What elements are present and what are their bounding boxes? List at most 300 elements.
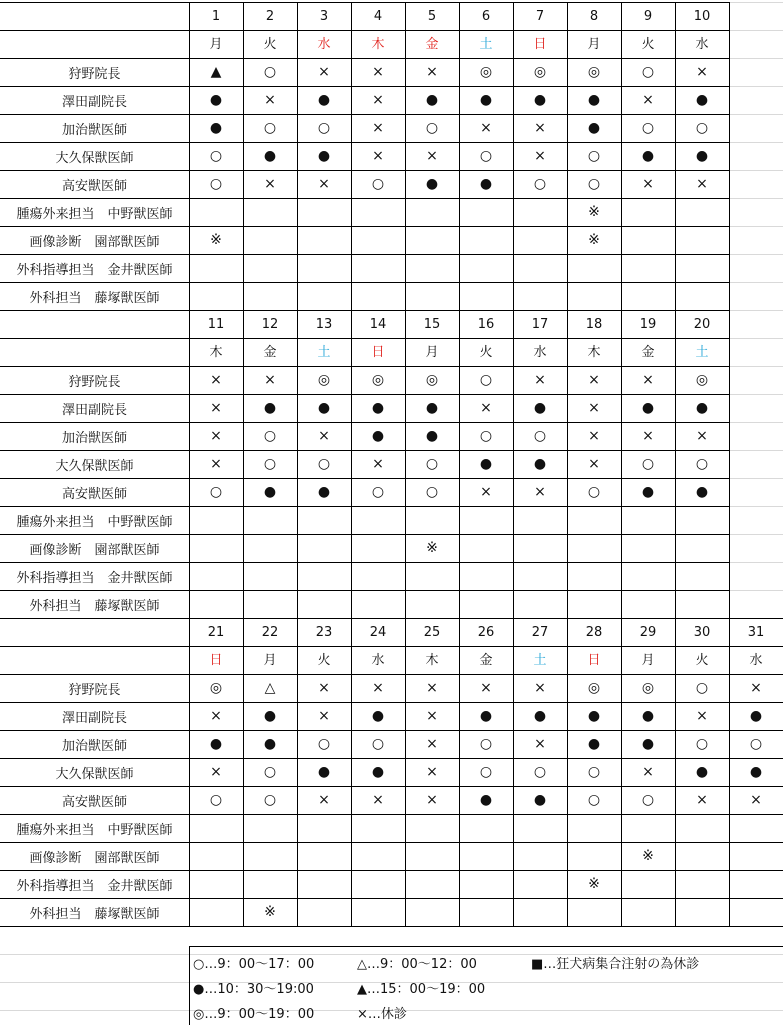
schedule-cell: ●	[641, 708, 655, 724]
schedule-cell: ○	[641, 456, 655, 472]
schedule-cell	[297, 282, 351, 310]
schedule-cell	[405, 282, 459, 310]
schedule-cell: ▲	[210, 64, 222, 80]
schedule-cell	[297, 898, 351, 926]
schedule-cell: ●	[479, 92, 493, 108]
schedule-cell: ×	[210, 456, 222, 472]
schedule-cell: ●	[695, 92, 709, 108]
staff-label: 画像診断 園部獣医師	[29, 234, 160, 250]
date-cell: 20	[693, 316, 711, 332]
schedule-cell: ◎	[209, 680, 223, 696]
weekday-cell: 土	[317, 344, 331, 360]
grid-line	[0, 926, 783, 927]
schedule-cell: ×	[588, 372, 600, 388]
schedule-cell: ○	[587, 484, 601, 500]
schedule-cell: ×	[372, 120, 384, 136]
date-cell: 3	[319, 8, 329, 24]
grid-line	[729, 310, 730, 619]
staff-label: 外科担当 藤塚獣医師	[29, 906, 160, 922]
schedule-cell: ×	[426, 708, 438, 724]
schedule-cell	[621, 590, 675, 618]
schedule-cell	[621, 506, 675, 534]
schedule-cell: ●	[371, 400, 385, 416]
weekday-cell: 金	[641, 344, 655, 360]
weekday-cell: 火	[641, 36, 655, 52]
schedule-cell: ×	[696, 176, 708, 192]
schedule-cell: ×	[696, 792, 708, 808]
weekday-cell: 木	[209, 344, 223, 360]
schedule-cell: ○	[371, 176, 385, 192]
staff-label: 大久保獣医師	[55, 458, 134, 474]
schedule-cell: ○	[587, 792, 601, 808]
grid-line	[189, 946, 190, 1025]
date-cell: 1	[211, 8, 221, 24]
schedule-cell: ※	[588, 876, 600, 892]
staff-label: 外科指導担当 金井獣医師	[16, 878, 173, 894]
weekday-cell: 木	[371, 36, 385, 52]
schedule-cell	[243, 226, 297, 254]
schedule-cell: ●	[587, 736, 601, 752]
weekday-cell: 月	[587, 36, 601, 52]
schedule-cell	[405, 198, 459, 226]
schedule-cell: ○	[209, 484, 223, 500]
schedule-cell	[675, 842, 729, 870]
grid-line	[729, 2, 730, 311]
schedule-cell	[297, 562, 351, 590]
schedule-cell	[351, 562, 405, 590]
schedule-cell: ×	[318, 792, 330, 808]
schedule-cell: ×	[642, 764, 654, 780]
schedule-cell	[513, 842, 567, 870]
schedule-cell: ×	[588, 456, 600, 472]
schedule-cell	[621, 814, 675, 842]
schedule-cell	[513, 198, 567, 226]
schedule-cell: ×	[534, 148, 546, 164]
schedule-cell: ○	[263, 64, 277, 80]
schedule-cell: ●	[641, 736, 655, 752]
schedule-cell	[351, 814, 405, 842]
weekday-cell: 日	[209, 652, 223, 668]
schedule-cell: ×	[534, 736, 546, 752]
schedule-cell	[675, 562, 729, 590]
schedule-cell	[621, 898, 675, 926]
schedule-cell	[513, 814, 567, 842]
schedule-cell	[189, 842, 243, 870]
date-cell: 7	[535, 8, 545, 24]
legend-open-1030-19: ●…10：30～19:00	[193, 981, 314, 997]
date-cell: 5	[427, 8, 437, 24]
schedule-cell: ×	[426, 64, 438, 80]
schedule-cell	[297, 254, 351, 282]
schedule-cell: ○	[479, 764, 493, 780]
schedule-cell: ○	[587, 176, 601, 192]
schedule-cell	[675, 282, 729, 310]
schedule-cell	[351, 282, 405, 310]
schedule-cell	[405, 590, 459, 618]
staff-label: 高安獣医師	[61, 178, 127, 194]
schedule-cell	[675, 198, 729, 226]
schedule-cell	[405, 842, 459, 870]
date-cell: 27	[531, 624, 549, 640]
weekday-cell: 火	[317, 652, 331, 668]
date-cell: 30	[693, 624, 711, 640]
date-cell: 23	[315, 624, 333, 640]
staff-label: 外科担当 藤塚獣医師	[29, 598, 160, 614]
schedule-cell	[621, 534, 675, 562]
weekday-cell: 水	[533, 344, 547, 360]
date-cell: 8	[589, 8, 599, 24]
schedule-cell: ●	[479, 456, 493, 472]
weekday-cell: 月	[641, 652, 655, 668]
schedule-cell	[513, 870, 567, 898]
schedule-cell	[189, 282, 243, 310]
schedule-cell: ×	[534, 484, 546, 500]
schedule-cell	[513, 898, 567, 926]
grid-line	[189, 946, 783, 947]
staff-label: 澤田副院長	[61, 94, 127, 110]
schedule-cell: ×	[480, 484, 492, 500]
schedule-cell: ●	[425, 92, 439, 108]
schedule-cell: ●	[587, 92, 601, 108]
schedule-cell: ×	[534, 372, 546, 388]
staff-label: 加治獣医師	[61, 430, 127, 446]
staff-label: 外科指導担当 金井獣医師	[16, 570, 173, 586]
schedule-cell	[567, 898, 621, 926]
schedule-cell: ×	[318, 428, 330, 444]
schedule-cell: ○	[641, 64, 655, 80]
schedule-cell: ○	[587, 764, 601, 780]
schedule-cell: ※	[642, 848, 654, 864]
schedule-cell	[729, 842, 783, 870]
schedule-cell	[243, 870, 297, 898]
date-cell: 12	[261, 316, 279, 332]
schedule-cell: ×	[372, 792, 384, 808]
schedule-cell: ×	[426, 792, 438, 808]
schedule-cell: ●	[209, 120, 223, 136]
schedule-cell	[621, 562, 675, 590]
schedule-cell	[459, 590, 513, 618]
schedule-cell: ※	[264, 904, 276, 920]
schedule-cell: ※	[210, 232, 222, 248]
schedule-cell: ○	[209, 176, 223, 192]
schedule-cell	[513, 282, 567, 310]
schedule-cell: ○	[695, 120, 709, 136]
weekday-cell: 土	[533, 652, 547, 668]
schedule-cell	[405, 254, 459, 282]
weekday-cell: 火	[263, 36, 277, 52]
schedule-cell: ×	[372, 680, 384, 696]
date-cell: 9	[643, 8, 653, 24]
schedule-cell: ○	[317, 120, 331, 136]
schedule-cell	[513, 254, 567, 282]
schedule-cell: ×	[426, 736, 438, 752]
date-cell: 17	[531, 316, 549, 332]
schedule-cell	[459, 534, 513, 562]
schedule-cell	[405, 562, 459, 590]
schedule-cell: ※	[588, 232, 600, 248]
schedule-cell	[513, 226, 567, 254]
weekday-cell: 水	[371, 652, 385, 668]
schedule-cell	[351, 534, 405, 562]
legend-closed: ×…休診	[357, 1006, 407, 1022]
schedule-cell	[459, 282, 513, 310]
schedule-cell: ×	[426, 148, 438, 164]
schedule-cell	[567, 814, 621, 842]
schedule-cell: ◎	[641, 680, 655, 696]
schedule-cell	[351, 198, 405, 226]
weekday-cell: 月	[425, 344, 439, 360]
schedule-cell	[459, 562, 513, 590]
schedule-cell: ●	[209, 92, 223, 108]
schedule-cell: ●	[641, 484, 655, 500]
schedule-cell: ●	[371, 708, 385, 724]
schedule-cell: ×	[372, 92, 384, 108]
schedule-cell: ●	[533, 456, 547, 472]
schedule-cell: ×	[318, 708, 330, 724]
schedule-cell	[459, 198, 513, 226]
schedule-cell	[675, 254, 729, 282]
schedule-cell: ●	[749, 708, 763, 724]
schedule-cell: ○	[587, 148, 601, 164]
schedule-cell: ×	[642, 372, 654, 388]
schedule-cell: ×	[750, 792, 762, 808]
schedule-cell: ●	[425, 400, 439, 416]
schedule-cell	[621, 282, 675, 310]
schedule-cell	[459, 814, 513, 842]
schedule-cell	[297, 226, 351, 254]
weekday-cell: 火	[479, 344, 493, 360]
staff-label: 加治獣医師	[61, 738, 127, 754]
date-cell: 18	[585, 316, 603, 332]
schedule-cell: ◎	[695, 372, 709, 388]
schedule-cell	[297, 590, 351, 618]
weekday-cell: 水	[695, 36, 709, 52]
staff-label: 高安獣医師	[61, 794, 127, 810]
schedule-cell: ×	[642, 92, 654, 108]
schedule-cell: ×	[318, 176, 330, 192]
schedule-cell: ○	[479, 736, 493, 752]
schedule-cell: ●	[479, 708, 493, 724]
schedule-cell	[567, 254, 621, 282]
date-cell: 4	[373, 8, 383, 24]
legend-open-919: ◎…9：00～19：00	[193, 1006, 315, 1022]
schedule-cell: ○	[209, 148, 223, 164]
legend-open-912: △…9：00～12：00	[357, 956, 477, 972]
date-cell: 24	[369, 624, 387, 640]
schedule-cell: ●	[317, 484, 331, 500]
schedule-cell: ×	[318, 680, 330, 696]
schedule-cell	[351, 226, 405, 254]
schedule-cell	[567, 562, 621, 590]
schedule-cell	[459, 842, 513, 870]
schedule-cell	[189, 814, 243, 842]
schedule-cell: ×	[588, 428, 600, 444]
schedule-cell	[243, 562, 297, 590]
staff-label: 画像診断 園部獣医師	[29, 542, 160, 558]
schedule-cell	[675, 898, 729, 926]
date-cell: 19	[639, 316, 657, 332]
schedule-cell: ●	[533, 92, 547, 108]
schedule-cell: ○	[533, 428, 547, 444]
date-cell: 22	[261, 624, 279, 640]
date-cell: 26	[477, 624, 495, 640]
schedule-cell	[513, 562, 567, 590]
weekday-cell: 日	[371, 344, 385, 360]
weekday-cell: 日	[587, 652, 601, 668]
schedule-cell: ●	[479, 176, 493, 192]
schedule-cell	[459, 898, 513, 926]
date-cell: 6	[481, 8, 491, 24]
schedule-cell: ○	[641, 792, 655, 808]
schedule-cell: ●	[695, 400, 709, 416]
schedule-cell: ×	[264, 176, 276, 192]
schedule-cell	[567, 534, 621, 562]
schedule-cell: ●	[425, 176, 439, 192]
schedule-cell	[729, 870, 783, 898]
schedule-cell: ○	[695, 456, 709, 472]
schedule-cell	[189, 254, 243, 282]
staff-label: 外科担当 藤塚獣医師	[29, 290, 160, 306]
schedule-cell: ●	[263, 148, 277, 164]
weekday-cell: 月	[263, 652, 277, 668]
schedule-cell: ○	[479, 372, 493, 388]
schedule-cell: ●	[317, 764, 331, 780]
schedule-cell	[189, 506, 243, 534]
schedule-cell	[405, 506, 459, 534]
schedule-cell	[567, 842, 621, 870]
schedule-cell: ○	[533, 176, 547, 192]
schedule-cell: ●	[641, 400, 655, 416]
schedule-cell: ×	[642, 176, 654, 192]
schedule-cell: ○	[263, 428, 277, 444]
schedule-cell: ×	[534, 680, 546, 696]
schedule-cell	[351, 842, 405, 870]
weekday-cell: 水	[317, 36, 331, 52]
schedule-cell: ○	[425, 456, 439, 472]
schedule-cell: ○	[371, 484, 385, 500]
schedule-cell	[297, 870, 351, 898]
schedule-cell: ●	[695, 148, 709, 164]
schedule-cell: ○	[317, 736, 331, 752]
schedule-cell: ×	[426, 680, 438, 696]
schedule-cell: ×	[588, 400, 600, 416]
weekday-cell: 土	[479, 36, 493, 52]
date-cell: 2	[265, 8, 275, 24]
schedule-cell: ●	[641, 148, 655, 164]
schedule-cell	[675, 534, 729, 562]
schedule-cell	[405, 870, 459, 898]
schedule-cell: ※	[588, 204, 600, 220]
schedule-cell	[675, 226, 729, 254]
date-cell: 25	[423, 624, 441, 640]
schedule-cell	[189, 562, 243, 590]
schedule-cell	[675, 814, 729, 842]
schedule-cell	[351, 254, 405, 282]
schedule-cell	[243, 198, 297, 226]
schedule-cell	[297, 198, 351, 226]
staff-label: 澤田副院長	[61, 402, 127, 418]
schedule-cell	[729, 898, 783, 926]
schedule-cell	[189, 898, 243, 926]
schedule-cell	[621, 870, 675, 898]
weekday-cell: 日	[533, 36, 547, 52]
date-cell: 21	[207, 624, 225, 640]
schedule-cell	[297, 534, 351, 562]
schedule-cell: ◎	[533, 64, 547, 80]
date-cell: 13	[315, 316, 333, 332]
schedule-cell: ×	[480, 680, 492, 696]
schedule-cell	[297, 842, 351, 870]
schedule-cell: ○	[695, 736, 709, 752]
schedule-cell	[513, 590, 567, 618]
schedule-cell	[189, 534, 243, 562]
schedule-cell: ○	[479, 148, 493, 164]
schedule-cell: ●	[533, 708, 547, 724]
schedule-cell: ○	[317, 456, 331, 472]
schedule-cell: ×	[318, 64, 330, 80]
schedule-cell: ×	[210, 372, 222, 388]
schedule-cell	[351, 870, 405, 898]
schedule-cell: ●	[695, 484, 709, 500]
schedule-cell: ◎	[317, 372, 331, 388]
staff-label: 腫瘍外来担当 中野獣医師	[16, 514, 173, 530]
schedule-cell: ×	[750, 680, 762, 696]
schedule-cell: ×	[264, 92, 276, 108]
schedule-cell	[621, 198, 675, 226]
schedule-cell: ○	[263, 792, 277, 808]
weekday-cell: 木	[425, 652, 439, 668]
legend-open-15-19: ▲…15：00～19：00	[357, 981, 486, 997]
schedule-cell: ●	[209, 736, 223, 752]
schedule-cell: ○	[209, 792, 223, 808]
schedule-cell	[729, 814, 783, 842]
date-cell: 28	[585, 624, 603, 640]
staff-label: 腫瘍外来担当 中野獣医師	[16, 206, 173, 222]
staff-label: 大久保獣医師	[55, 150, 134, 166]
weekday-cell: 木	[587, 344, 601, 360]
schedule-cell: ●	[263, 708, 277, 724]
schedule-cell: ○	[263, 456, 277, 472]
schedule-cell: ●	[533, 400, 547, 416]
schedule-cell	[297, 814, 351, 842]
staff-label: 外科指導担当 金井獣医師	[16, 262, 173, 278]
staff-label: 狩野院長	[68, 66, 121, 82]
schedule-cell: ※	[426, 540, 438, 556]
schedule-cell	[675, 506, 729, 534]
staff-label: 画像診断 園部獣医師	[29, 850, 160, 866]
weekday-cell: 土	[695, 344, 709, 360]
schedule-cell	[351, 506, 405, 534]
schedule-cell: ○	[371, 736, 385, 752]
schedule-cell	[243, 506, 297, 534]
schedule-cell	[243, 842, 297, 870]
date-cell: 11	[207, 316, 225, 332]
schedule-cell	[405, 814, 459, 842]
schedule-cell: ○	[425, 484, 439, 500]
schedule-cell	[513, 534, 567, 562]
schedule-cell	[675, 590, 729, 618]
staff-label: 狩野院長	[68, 374, 121, 390]
schedule-cell: ●	[263, 400, 277, 416]
schedule-cell: ◎	[425, 372, 439, 388]
schedule-cell: ○	[533, 764, 547, 780]
schedule-cell: ●	[317, 400, 331, 416]
schedule-cell: ×	[696, 64, 708, 80]
schedule-cell	[243, 534, 297, 562]
schedule-cell	[567, 590, 621, 618]
staff-label: 澤田副院長	[61, 710, 127, 726]
schedule-cell: ●	[317, 92, 331, 108]
